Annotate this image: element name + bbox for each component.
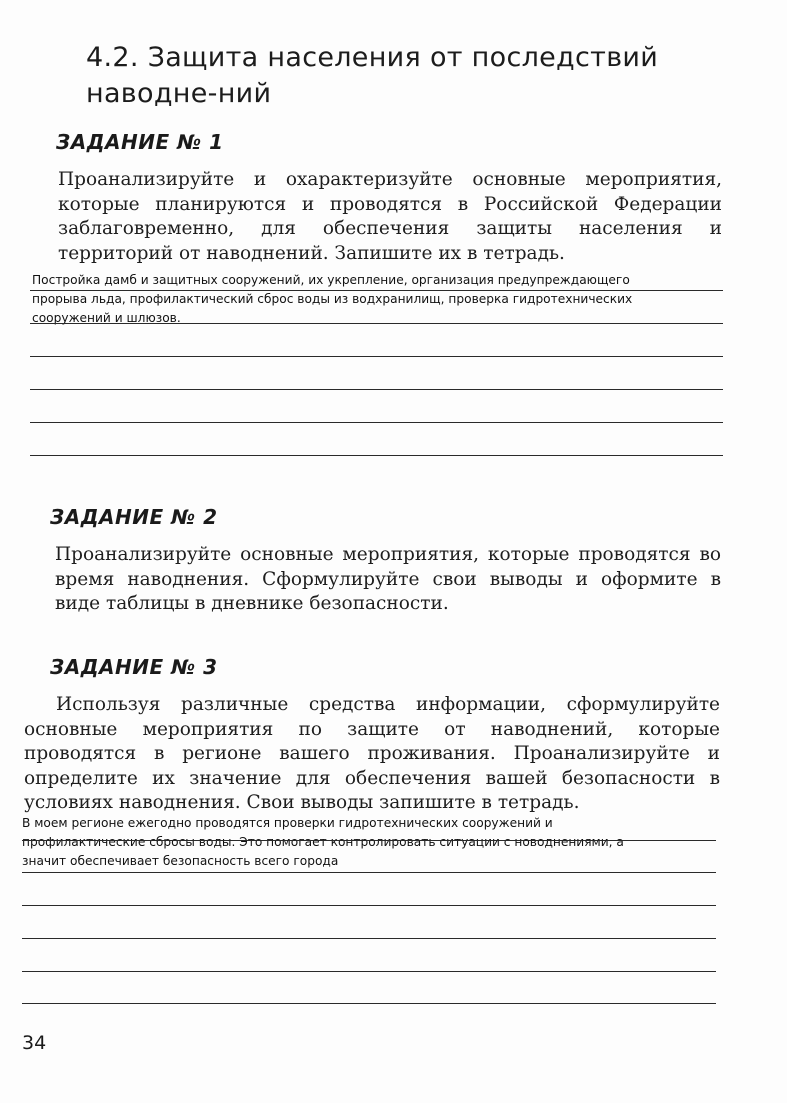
- task-3-answer-line: профилактические сбросы воды. Это помогает контролировать ситуации с новоднениями, а: [22, 835, 624, 849]
- writing-line: [30, 455, 723, 456]
- task-2-heading: ЗАДАНИЕ № 2: [50, 505, 218, 529]
- writing-line: [22, 872, 716, 873]
- writing-line: [30, 389, 723, 390]
- writing-line: [22, 1003, 716, 1004]
- writing-line: [30, 422, 723, 423]
- writing-line: [22, 938, 716, 939]
- page-number: 34: [22, 1032, 47, 1054]
- writing-line: [22, 971, 716, 972]
- task-3-answer-line: значит обеспечивает безопасность всего города: [22, 854, 339, 868]
- section-title: 4.2. Защита населения от последствий наводне-ний: [86, 42, 659, 109]
- writing-line: [30, 356, 723, 357]
- task-1-text: Проанализируйте и охарактеризуйте основные мероприятия, которые планируются и проводятся в Российской Федерации заблаговременно, для обеспечения защиты населения и территорий от наводнений. Запишите их в тетрадь.: [58, 169, 722, 264]
- writing-line: [30, 290, 723, 291]
- task-1-answer-line: Постройка дамб и защитных сооружений, их укрепление, организация предупреждающего: [32, 273, 630, 287]
- task-3-heading: ЗАДАНИЕ № 3: [50, 655, 218, 679]
- writing-line: [22, 840, 716, 841]
- task-1-answer-line: прорыва льда, профилактический сброс воды из водхранилищ, проверка гидротехнических: [32, 292, 633, 306]
- writing-line: [30, 323, 723, 324]
- task-1-heading: ЗАДАНИЕ № 1: [56, 130, 224, 154]
- task-1-answer-line: сооружений и шлюзов.: [32, 311, 181, 325]
- task-2-text: Проанализируйте основные мероприятия, которые проводятся во время наводнения. Сформулируйте свои выводы и оформите в виде таблицы в дневнике безопасности.: [55, 544, 721, 614]
- task-3-answer-line: В моем регионе ежегодно проводятся проверки гидротехнических сооружений и: [22, 816, 553, 830]
- task-3-text: Используя различные средства информации, сформулируйте основные мероприятия по защите от наводнений, которые проводятся в регионе вашего проживания. Проанализируйте и определите их значение для обеспечения вашей безопасности в условиях наводнения. Свои выводы запишите в тетрадь.: [24, 694, 720, 813]
- writing-line: [22, 905, 716, 906]
